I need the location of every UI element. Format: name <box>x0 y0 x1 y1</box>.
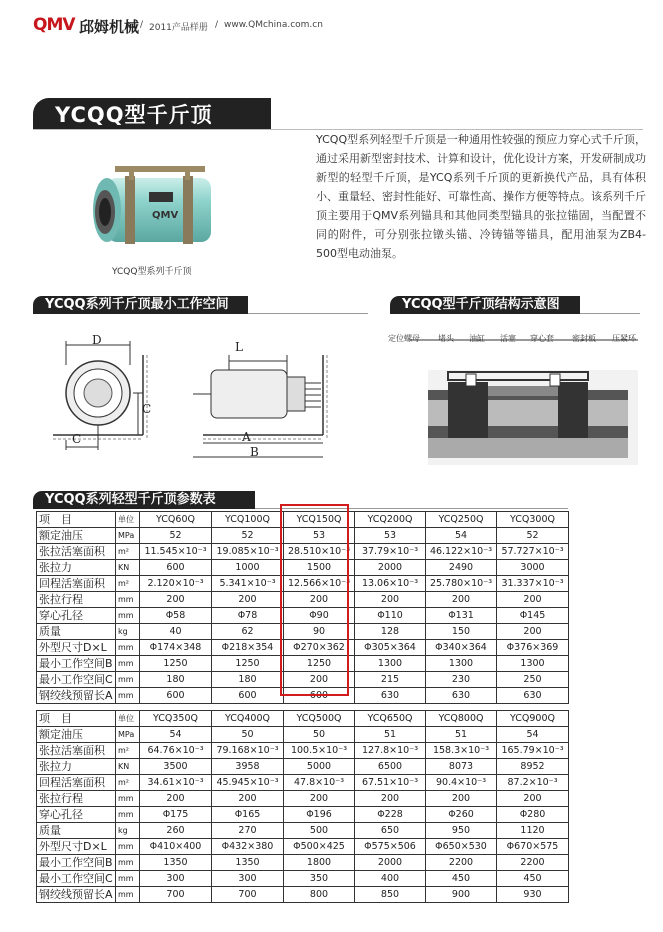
value-cell: 450 <box>426 871 497 887</box>
value-cell: 67.51×10⁻³ <box>355 775 426 791</box>
table-header-cell: YCQ60Q <box>140 512 212 528</box>
page-header <box>33 14 633 36</box>
section-min-space: YCQQ系列千斤顶最小工作空间 <box>33 296 248 314</box>
value-cell: Φ165 <box>212 807 284 823</box>
unit-cell: mm <box>116 672 140 688</box>
value-cell: 215 <box>355 672 426 688</box>
row-label: 钢绞线预留长A <box>37 887 116 903</box>
value-cell: 600 <box>140 560 212 576</box>
row-label: 最小工作空间C <box>37 672 116 688</box>
value-cell: 13.06×10⁻³ <box>355 576 426 592</box>
value-cell: 600 <box>212 688 284 704</box>
table-header-row <box>37 711 569 727</box>
unit-cell: mm <box>116 592 140 608</box>
value-cell: 8073 <box>426 759 497 775</box>
value-cell: 200 <box>284 592 355 608</box>
value-cell: 47.8×10⁻³ <box>284 775 355 791</box>
row-label: 质量 <box>37 624 116 640</box>
highlight-ycq150q <box>280 504 349 696</box>
dim-label-B: B <box>250 445 259 459</box>
row-label: 回程活塞面积 <box>37 576 116 592</box>
structure-diagram <box>388 330 650 480</box>
product-photo <box>85 150 225 260</box>
value-cell: 6500 <box>355 759 426 775</box>
header-separator-1: / <box>140 20 144 30</box>
unit-cell: mm <box>116 839 140 855</box>
row-label: 穿心孔径 <box>37 608 116 624</box>
unit-cell: KN <box>116 759 140 775</box>
value-cell: 54 <box>140 727 212 743</box>
row-label: 张拉力 <box>37 759 116 775</box>
value-cell: Φ270×362 <box>284 640 355 656</box>
value-cell: 2.120×10⁻³ <box>140 576 212 592</box>
photo-label: QMV <box>152 210 179 221</box>
value-cell: 850 <box>355 887 426 903</box>
table-header-cell: 项 目 <box>37 711 116 727</box>
value-cell: 53 <box>355 528 426 544</box>
value-cell: 90 <box>284 624 355 640</box>
unit-cell: m² <box>116 775 140 791</box>
value-cell: 31.337×10⁻³ <box>497 576 569 592</box>
value-cell: 34.61×10⁻³ <box>140 775 212 791</box>
value-cell: 350 <box>284 871 355 887</box>
value-cell: Φ174×348 <box>140 640 212 656</box>
value-cell: 64.76×10⁻³ <box>140 743 212 759</box>
value-cell: Φ340×364 <box>426 640 497 656</box>
value-cell: 5.341×10⁻³ <box>212 576 284 592</box>
value-cell: 52 <box>497 528 569 544</box>
value-cell: 200 <box>426 592 497 608</box>
value-cell: 200 <box>140 592 212 608</box>
table-header-cell: 项 目 <box>37 512 116 528</box>
value-cell: 400 <box>355 871 426 887</box>
table-row <box>37 871 569 887</box>
value-cell: 100.5×10⁻³ <box>284 743 355 759</box>
table-row <box>37 887 569 903</box>
value-cell: Φ228 <box>355 807 426 823</box>
value-cell: Φ500×425 <box>284 839 355 855</box>
catalog-label: 2011产品样册 <box>149 23 208 33</box>
value-cell: 28.510×10⁻³ <box>284 544 355 560</box>
value-cell: 200 <box>284 791 355 807</box>
value-cell: 2000 <box>355 560 426 576</box>
table-header-cell: YCQ100Q <box>212 512 284 528</box>
value-cell: 1350 <box>140 855 212 871</box>
photo-caption: YCQQ型系列千斤顶 <box>112 267 192 277</box>
row-label: 最小工作空间C <box>37 871 116 887</box>
value-cell: 200 <box>355 592 426 608</box>
struct-label-7: 压紧环 <box>612 334 636 343</box>
value-cell: 51 <box>355 727 426 743</box>
value-cell: Φ78 <box>212 608 284 624</box>
row-label: 回程活塞面积 <box>37 775 116 791</box>
dim-label-D: D <box>92 333 102 347</box>
value-cell: Φ305×364 <box>355 640 426 656</box>
value-cell: 79.168×10⁻³ <box>212 743 284 759</box>
unit-cell: mm <box>116 855 140 871</box>
struct-label-1: 定位螺母 <box>388 334 420 343</box>
value-cell: 1350 <box>212 855 284 871</box>
value-cell: 3958 <box>212 759 284 775</box>
value-cell: 1800 <box>284 855 355 871</box>
row-label: 穿心孔径 <box>37 807 116 823</box>
value-cell: 128 <box>355 624 426 640</box>
section-structure: YCQQ型千斤顶结构示意图 <box>390 296 580 314</box>
value-cell: 150 <box>426 624 497 640</box>
struct-label-4: 活塞 <box>500 334 516 343</box>
value-cell: 52 <box>212 528 284 544</box>
struct-label-2: 堵头 <box>438 334 454 343</box>
row-label: 钢绞线预留长A <box>37 688 116 704</box>
value-cell: 90.4×10⁻³ <box>426 775 497 791</box>
value-cell: Φ410×400 <box>140 839 212 855</box>
value-cell: 200 <box>140 791 212 807</box>
value-cell: 260 <box>140 823 212 839</box>
table-header-cell: YCQ200Q <box>355 512 426 528</box>
table-header-cell: YCQ650Q <box>355 711 426 727</box>
unit-cell: mm <box>116 887 140 903</box>
value-cell: 450 <box>497 871 569 887</box>
unit-cell: mm <box>116 807 140 823</box>
unit-cell: mm <box>116 688 140 704</box>
value-cell: 1250 <box>284 656 355 672</box>
table-row <box>37 759 569 775</box>
value-cell: 12.566×10⁻³ <box>284 576 355 592</box>
table-header-cell: YCQ800Q <box>426 711 497 727</box>
value-cell: 630 <box>497 688 569 704</box>
value-cell: 600 <box>140 688 212 704</box>
value-cell: 54 <box>497 727 569 743</box>
value-cell: 87.2×10⁻³ <box>497 775 569 791</box>
value-cell: Φ196 <box>284 807 355 823</box>
website-link[interactable]: www.QMchina.com.cn <box>224 20 323 30</box>
value-cell: 630 <box>355 688 426 704</box>
dim-label-C-side: C <box>142 402 152 416</box>
value-cell: 650 <box>355 823 426 839</box>
row-label: 最小工作空间B <box>37 855 116 871</box>
row-label: 张拉行程 <box>37 592 116 608</box>
value-cell: 40 <box>140 624 212 640</box>
table-row <box>37 775 569 791</box>
value-cell: Φ58 <box>140 608 212 624</box>
unit-cell: mm <box>116 608 140 624</box>
value-cell: 500 <box>284 823 355 839</box>
value-cell: 3000 <box>497 560 569 576</box>
unit-cell: kg <box>116 624 140 640</box>
value-cell: 5000 <box>284 759 355 775</box>
value-cell: 52 <box>140 528 212 544</box>
value-cell: 700 <box>212 887 284 903</box>
value-cell: 45.945×10⁻³ <box>212 775 284 791</box>
table-header-cell: 单位 <box>116 711 140 727</box>
table-row <box>37 727 569 743</box>
value-cell: 1250 <box>140 656 212 672</box>
value-cell: 700 <box>140 887 212 903</box>
table-row <box>37 839 569 855</box>
value-cell: 180 <box>140 672 212 688</box>
table-header-cell: 单位 <box>116 512 140 528</box>
value-cell: 930 <box>497 887 569 903</box>
product-description: YCQQ型系列轻型千斤顶是一种通用性较强的预应力穿心式千斤顶，通过采用新型密封技术、计算和设计，优化设计方案，开发研制成功新型的轻型千斤顶，是YCQ系列千斤顶的更新换代产品，具有体积小、重量轻、密封性能好、可靠性高、操作方便等特点。该系列千斤顶主要用于QMV系列锚具和其他同类型锚具的张拉锚固，当配置不同的附件，可分别张拉镦头锚、冷铸锚等锚具，配用油泵为ZB4-500型电动油泵。 <box>316 133 646 260</box>
row-label: 张拉活塞面积 <box>37 743 116 759</box>
value-cell: 950 <box>426 823 497 839</box>
value-cell: 200 <box>497 592 569 608</box>
value-cell: 1000 <box>212 560 284 576</box>
value-cell: 37.79×10⁻³ <box>355 544 426 560</box>
value-cell: 25.780×10⁻³ <box>426 576 497 592</box>
value-cell: 50 <box>212 727 284 743</box>
value-cell: 3500 <box>140 759 212 775</box>
value-cell: 200 <box>497 791 569 807</box>
value-cell: 53 <box>284 528 355 544</box>
row-label: 额定油压 <box>37 528 116 544</box>
page-title: YCQQ型千斤顶 <box>55 103 213 127</box>
unit-cell: MPa <box>116 528 140 544</box>
value-cell: 300 <box>140 871 212 887</box>
value-cell: Φ90 <box>284 608 355 624</box>
value-cell: 300 <box>212 871 284 887</box>
value-cell: 2200 <box>497 855 569 871</box>
value-cell: 62 <box>212 624 284 640</box>
value-cell: 57.727×10⁻³ <box>497 544 569 560</box>
table-row <box>37 855 569 871</box>
table-header-cell: YCQ300Q <box>497 512 569 528</box>
value-cell: 2200 <box>426 855 497 871</box>
value-cell: Φ110 <box>355 608 426 624</box>
value-cell: 230 <box>426 672 497 688</box>
table-header-cell: YCQ400Q <box>212 711 284 727</box>
value-cell: 200 <box>497 624 569 640</box>
row-label: 张拉力 <box>37 560 116 576</box>
value-cell: 165.79×10⁻³ <box>497 743 569 759</box>
table-row <box>37 807 569 823</box>
brand-name: 邱姆机械 <box>79 18 140 36</box>
value-cell: 200 <box>212 592 284 608</box>
value-cell: 900 <box>426 887 497 903</box>
table-header-cell: YCQ150Q <box>284 512 355 528</box>
row-label: 外型尺寸D×L <box>37 640 116 656</box>
value-cell: 800 <box>284 887 355 903</box>
value-cell: 51 <box>426 727 497 743</box>
row-label: 外型尺寸D×L <box>37 839 116 855</box>
section-structure-rule <box>580 313 640 314</box>
unit-cell: mm <box>116 871 140 887</box>
table-row <box>37 791 569 807</box>
value-cell: 1250 <box>212 656 284 672</box>
value-cell: Φ376×369 <box>497 640 569 656</box>
row-label: 最小工作空间B <box>37 656 116 672</box>
section-params: YCQQ系列轻型千斤顶参数表 <box>33 491 255 509</box>
unit-cell: mm <box>116 791 140 807</box>
value-cell: Φ432×380 <box>212 839 284 855</box>
table-header-cell: YCQ350Q <box>140 711 212 727</box>
header-separator-2: / <box>215 20 219 30</box>
value-cell: 127.8×10⁻³ <box>355 743 426 759</box>
section-min-space-rule <box>248 313 368 314</box>
value-cell: 180 <box>212 672 284 688</box>
value-cell: Φ175 <box>140 807 212 823</box>
table-header-cell: YCQ900Q <box>497 711 569 727</box>
row-label: 质量 <box>37 823 116 839</box>
value-cell: 54 <box>426 528 497 544</box>
unit-cell: kg <box>116 823 140 839</box>
value-cell: Φ260 <box>426 807 497 823</box>
value-cell: Φ218×354 <box>212 640 284 656</box>
value-cell: 1300 <box>355 656 426 672</box>
unit-cell: KN <box>116 560 140 576</box>
dim-label-C-bottom: C <box>72 432 82 446</box>
table-row <box>37 823 569 839</box>
dim-label-L: L <box>235 340 243 354</box>
value-cell: 200 <box>284 672 355 688</box>
value-cell: Φ670×575 <box>497 839 569 855</box>
row-label: 张拉活塞面积 <box>37 544 116 560</box>
value-cell: 8952 <box>497 759 569 775</box>
unit-cell: MPa <box>116 727 140 743</box>
struct-label-3: 油缸 <box>469 334 485 343</box>
value-cell: 270 <box>212 823 284 839</box>
table-header-cell: YCQ250Q <box>426 512 497 528</box>
unit-cell: m² <box>116 743 140 759</box>
unit-cell: mm <box>116 640 140 656</box>
unit-cell: m² <box>116 576 140 592</box>
value-cell: Φ650×530 <box>426 839 497 855</box>
value-cell: 19.085×10⁻³ <box>212 544 284 560</box>
struct-label-6: 密封板 <box>572 334 596 343</box>
dim-label-A: A <box>242 430 251 444</box>
struct-label-5: 穿心套 <box>530 334 554 343</box>
value-cell: 200 <box>212 791 284 807</box>
table-header-cell: YCQ500Q <box>284 711 355 727</box>
value-cell: 2000 <box>355 855 426 871</box>
value-cell: 11.545×10⁻³ <box>140 544 212 560</box>
params-table-2 <box>36 710 569 903</box>
value-cell: Φ280 <box>497 807 569 823</box>
value-cell: Φ145 <box>497 608 569 624</box>
value-cell: Φ131 <box>426 608 497 624</box>
value-cell: 1120 <box>497 823 569 839</box>
value-cell: 46.122×10⁻³ <box>426 544 497 560</box>
row-label: 额定油压 <box>37 727 116 743</box>
row-label: 张拉行程 <box>37 791 116 807</box>
value-cell: 250 <box>497 672 569 688</box>
unit-cell: mm <box>116 656 140 672</box>
value-cell: 1300 <box>426 656 497 672</box>
value-cell: 200 <box>355 791 426 807</box>
value-cell: Φ575×506 <box>355 839 426 855</box>
value-cell: 600 <box>284 688 355 704</box>
brand-logo: QMV <box>33 15 75 35</box>
value-cell: 158.3×10⁻³ <box>426 743 497 759</box>
value-cell: 1300 <box>497 656 569 672</box>
value-cell: 200 <box>426 791 497 807</box>
unit-cell: m² <box>116 544 140 560</box>
value-cell: 630 <box>426 688 497 704</box>
value-cell: 2490 <box>426 560 497 576</box>
value-cell: 50 <box>284 727 355 743</box>
table-row <box>37 743 569 759</box>
value-cell: 1500 <box>284 560 355 576</box>
